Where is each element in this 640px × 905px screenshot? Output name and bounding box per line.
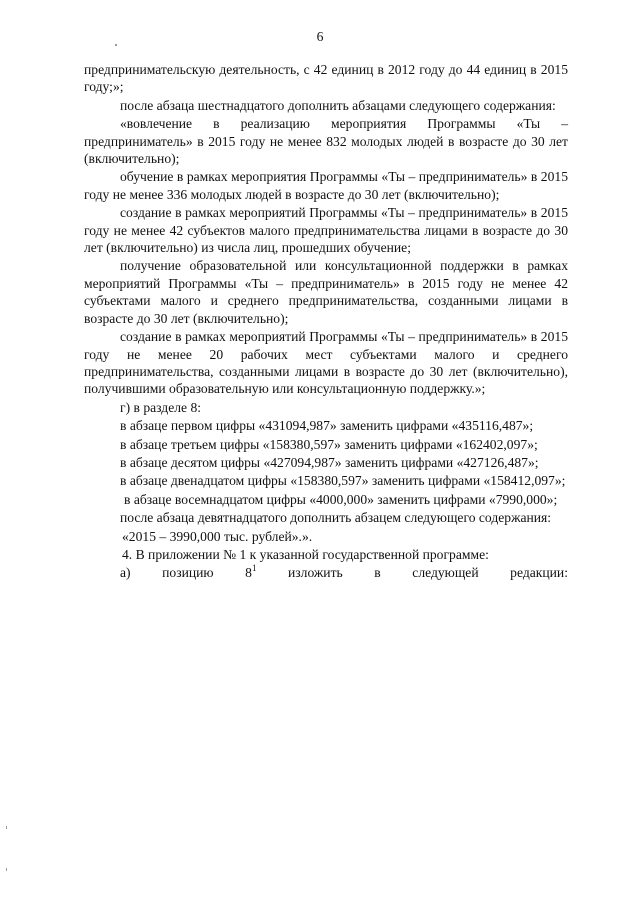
section-heading: 4. В приложении № 1 к указанной государственной программе:	[122, 546, 489, 562]
paragraph: в абзаце восемнадцатом цифры «4000,000» заменить цифрами «7990,000»;	[124, 491, 558, 507]
final-line-prefix: а) позицию 8	[120, 565, 252, 581]
final-line-suffix: изложить в следующей редакции:	[256, 565, 568, 581]
paragraph: создание в рамках мероприятий Программы «Ты – предприниматель» в 2015 году не менее 20 рабочих мест субъектами малого и среднего предпринимательства, созданными лицами в возрасте до 30 лет (включительно), получившими образовательную или консультационную поддержку.»;	[84, 329, 568, 397]
paragraph: предпринимательскую деятельность, с 42 единиц в 2012 году до 44 единиц в 2015 году;»;	[84, 62, 568, 95]
paragraph: в абзаце третьем цифры «158380,597» заменить цифрами «162402,097»;	[120, 436, 538, 452]
margin-mark	[6, 868, 7, 871]
page-number: 6	[316, 29, 324, 44]
paragraph: создание в рамках мероприятий Программы «Ты – предприниматель» в 2015 году не менее 42 субъектов малого предпринимательства лицами в возрасте до 30 лет (включительно) из числа лиц, прошедших обучение;	[84, 205, 568, 256]
paragraph: получение образовательной или консультационной поддержки в рамках мероприятий Программы «Ты – предприниматель» в 2015 году не менее 42 субъектами малого и среднего предпринимательства, созданными лицами в возрасте до 30 лет (включительно);	[84, 258, 568, 326]
paragraph: обучение в рамках мероприятия Программы «Ты – предприниматель» в 2015 году не менее 336 молодых людей в возрасте до 30 лет (включительно);	[84, 169, 568, 202]
paragraph: в абзаце двенадцатом цифры «158380,597» заменить цифрами «158412,097»;	[120, 473, 566, 489]
paragraph: после абзаца шестнадцатого дополнить абзацами следующего содержания:	[120, 97, 556, 113]
paragraph: «вовлечение в реализацию мероприятия Программы «Ты – предприниматель» в 2015 году не менее 832 молодых людей в возрасте до 30 лет (включительно);	[84, 116, 568, 167]
paragraph: г) в разделе 8:	[120, 399, 202, 415]
scan-speck	[115, 44, 117, 46]
document-body	[84, 61, 568, 583]
final-line-superscript: 1	[251, 562, 257, 573]
final-line	[84, 564, 568, 581]
margin-mark	[6, 826, 7, 829]
paragraph: «2015 – 3990,000 тыс. рублей».».	[122, 528, 313, 544]
paragraph: после абзаца девятнадцатого дополнить абзацем следующего содержания:	[120, 510, 552, 526]
paragraph: в абзаце первом цифры «431094,987» заменить цифрами «435116,487»;	[120, 418, 534, 434]
paragraph: в абзаце десятом цифры «427094,987» заменить цифрами «427126,487»;	[120, 454, 539, 470]
